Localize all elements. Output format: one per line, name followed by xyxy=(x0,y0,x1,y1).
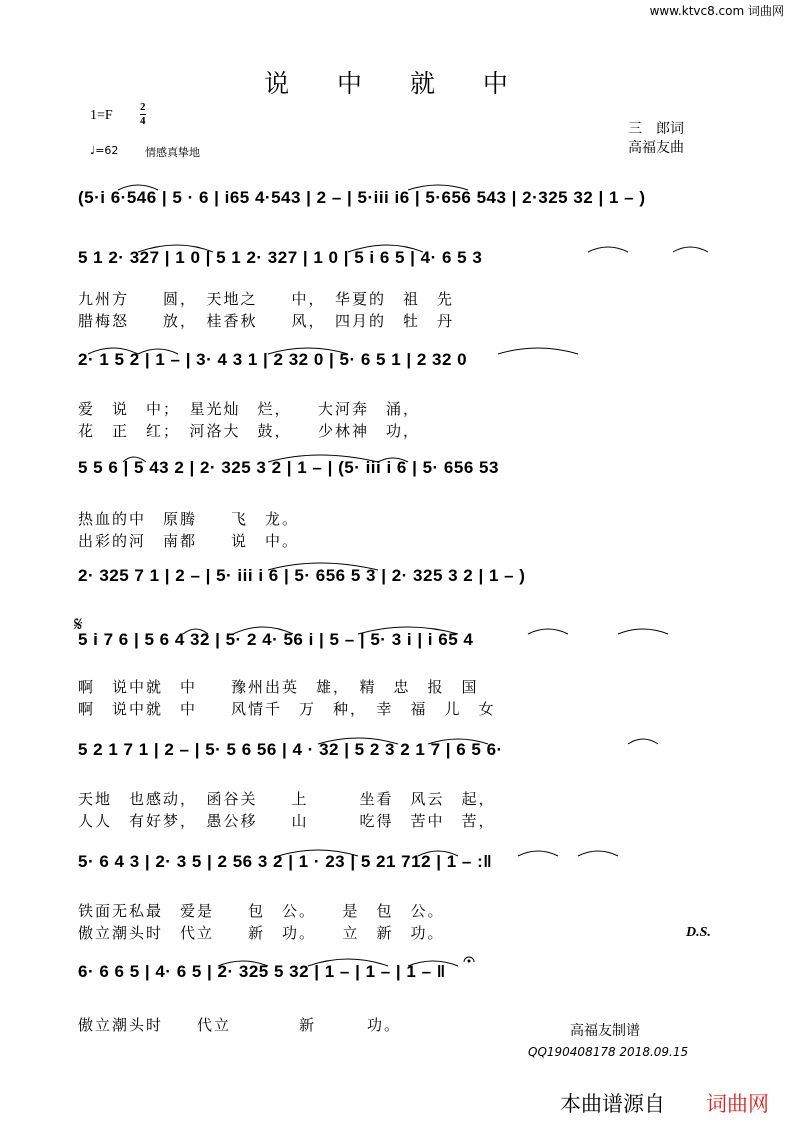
song-title: 说 中 就 中 xyxy=(264,69,528,98)
row-marks xyxy=(78,730,718,790)
arranger-credit: 高福友制谱 xyxy=(570,1023,640,1039)
lyric-line-1: 爱 说 中； 星光灿 烂， 大河奔 涌， xyxy=(78,400,421,418)
source-label: 本曲谱源自 xyxy=(560,1092,665,1116)
lyric-line-2: 花 正 红； 河洛大 鼓， 少林神 功， xyxy=(78,422,421,440)
lyric-line-1: 啊 说中就 中 豫州出英 雄， 精 忠 报 国 xyxy=(78,678,479,696)
notation-row-5: 2· 325 7 1 | 2 – | 5· iii i 6 | 5· 656 5 3 | 2· 325 3 2 | 1 – ) xyxy=(78,566,526,585)
lyrics-block-4 xyxy=(78,676,718,720)
composer: 高福友曲 xyxy=(628,140,684,156)
score-row-3 xyxy=(78,340,718,400)
expression-mark: 情感真挚地 xyxy=(145,146,200,159)
score-row-7 xyxy=(78,730,718,790)
row-marks xyxy=(78,178,718,238)
brand-logo-text[interactable]: 词曲网 xyxy=(706,1092,769,1116)
score-row-6 xyxy=(78,620,718,680)
notation-row-2: 5 1 2· 327 | 1 0 | 5 1 2· 327 | 1 0 | 5 i 6 5 | 4· 6 5 3 xyxy=(78,248,483,267)
score-row-4 xyxy=(78,448,718,508)
notation-row-7: 5 2 1 7 1 | 2 – | 5· 5 6 56 | 4 · 32 | 5 2 3 2 1 7 | 6 5 6· xyxy=(78,740,503,759)
lyrics-block-1 xyxy=(78,288,718,332)
row-marks xyxy=(78,448,718,508)
row-marks xyxy=(78,952,718,1012)
credits xyxy=(628,120,684,158)
row-marks xyxy=(78,842,718,902)
row-marks xyxy=(78,340,718,400)
notation-row-4: 5 5 6 | 5 43 2 | 2· 325 3 2 | 1 – | (5· iii i 6 | 5· 656 53 xyxy=(78,458,499,477)
notation-row-9: 6· 6 6 5 | 4· 6 5 | 2· 325 5 32 | 1 – | 1 – | 1 – ‖ xyxy=(78,962,446,981)
lyrics-block-3 xyxy=(78,508,718,552)
notation-row-6: 5 i 7 6 | 5 6 4 32 | 5· 2 4· 56 i | 5 – | 5· 3 i | i 65 4 xyxy=(78,630,474,649)
site-watermark: www.ktvc8.com 词曲网 xyxy=(649,4,784,18)
segno-sign: 𝄋 xyxy=(74,612,83,636)
lyric-line-1: 热血的中 原腾 飞 龙。 xyxy=(78,510,300,528)
notation-row-3: 2· 1 5 2 | 1 – | 3· 4 3 1 | 2 32 0 | 5· 6 5 1 | 2 32 0 xyxy=(78,350,468,369)
notation-row-8: 5· 6 4 3 | 2· 3 5 | 2 56 3 2 | 1 · 23 | 5 21 712 | 1 – :‖ xyxy=(78,852,493,871)
lyricist: 三 郎词 xyxy=(628,121,684,137)
lyric-line-2: 出彩的河 南都 说 中。 xyxy=(78,532,300,550)
lyric-line-1: 天地 也感动， 函谷关 上 坐看 风云 起， xyxy=(78,790,496,808)
lyric-line-1: 傲立潮头时 代立 新 功。 xyxy=(78,1016,402,1034)
lyric-line-2: 傲立潮头时 代立 新 功。 立 新 功。 xyxy=(78,924,445,942)
lyric-line-1: 九州方 圆， 天地之 中， 华夏的 祖 先 xyxy=(78,290,455,308)
score-row-5 xyxy=(78,556,718,616)
qq-date: QQ190408178 2018.09.15 xyxy=(528,1045,689,1059)
tempo-mark: ♩=62 xyxy=(90,144,119,157)
time-sig-bottom: 4 xyxy=(140,115,146,127)
time-sig-top: 2 xyxy=(140,101,146,113)
score-row-8 xyxy=(78,842,718,902)
key-signature: 1=F xyxy=(90,108,113,123)
row-marks xyxy=(78,556,718,616)
dal-segno-mark: D.S. xyxy=(686,925,711,940)
time-signature xyxy=(140,102,146,127)
row-marks xyxy=(78,620,718,680)
lyrics-block-5 xyxy=(78,788,718,832)
lyric-line-2: 啊 说中就 中 风情千 万 种， 幸 福 儿 女 xyxy=(78,700,496,718)
lyrics-block-6 xyxy=(78,900,718,944)
notation-row-1: (5·i 6·546 | 5 · 6 | i65 4·543 | 2 – | 5·iii i6 | 5·656 543 | 2·325 32 | 1 – ) xyxy=(78,188,646,207)
score-row-9 xyxy=(78,952,718,1012)
lyrics-block-2 xyxy=(78,398,718,442)
lyric-line-2: 人人 有好梦， 愚公移 山 吃得 苦中 苦， xyxy=(78,812,496,830)
score-row-1 xyxy=(78,178,718,238)
lyric-line-2: 腊梅怒 放， 桂香秋 风， 四月的 牡 丹 xyxy=(78,312,455,330)
lyric-line-1: 铁面无私最 爱是 包 公。 是 包 公。 xyxy=(78,902,445,920)
